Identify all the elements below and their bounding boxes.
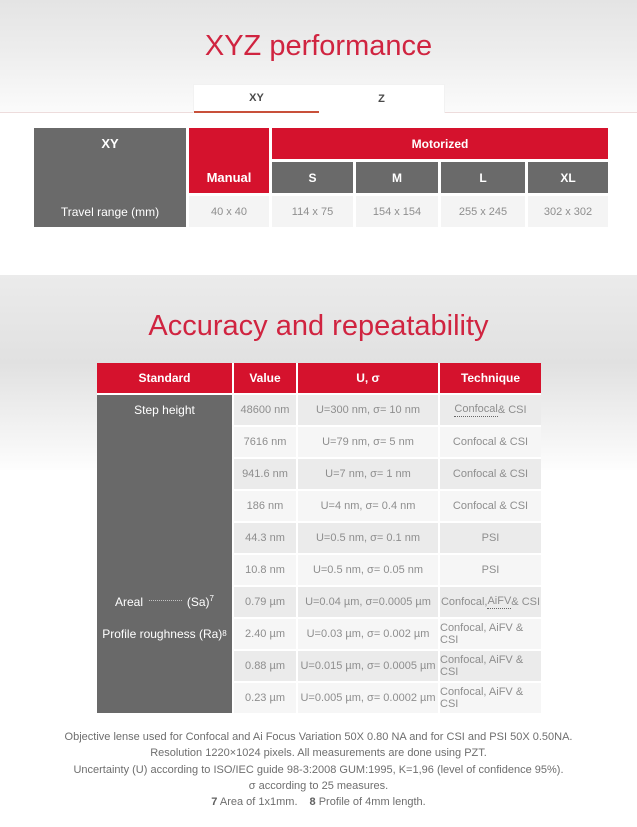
travel-range-l-value: 255 x 245 xyxy=(441,196,525,227)
header-u-sigma: U, σ xyxy=(298,363,438,393)
size-column-m: M xyxy=(356,162,438,193)
standard-column-block xyxy=(97,395,232,713)
technique-cell: Confocal, AiFV & CSI xyxy=(440,651,541,681)
header-value: Value xyxy=(234,363,296,393)
xy-z-tabbar xyxy=(193,84,445,113)
technique-cell: Confocal & CSI xyxy=(440,491,541,521)
footnote-7-marker: 7 xyxy=(209,594,214,603)
value-cell: 48600 nm xyxy=(234,395,296,425)
technique-cell: Confocal, AiFV & CSI xyxy=(440,587,541,617)
value-cell: 10.8 nm xyxy=(234,555,296,585)
travel-range-manual-value: 40 x 40 xyxy=(189,196,269,227)
header-standard: Standard xyxy=(97,363,232,393)
page-title-accuracy-repeatability: Accuracy and repeatability xyxy=(148,310,489,342)
manual-column-header: Manual xyxy=(189,128,269,193)
footnote-objective: Objective lense used for Confocal and Ai Focus Variation 50X 0.80 NA and for CSI and PSI 50X 0.50NA. xyxy=(64,731,573,743)
value-cell: 0.88 µm xyxy=(234,651,296,681)
u-sigma-cell: U=0.5 nm, σ= 0.05 nm xyxy=(298,555,438,585)
u-sigma-cell: U=79 nm, σ= 5 nm xyxy=(298,427,438,457)
confocal-tooltip-term[interactable]: Confocal xyxy=(454,403,498,415)
page-title-xyz-performance: XYZ performance xyxy=(204,30,433,62)
aifv-tooltip-term[interactable]: AiFV xyxy=(487,595,512,607)
value-cell: 2.40 µm xyxy=(234,619,296,649)
size-column-xl: XL xyxy=(528,162,608,193)
u-sigma-cell: U=0.03 µm, σ= 0.002 µm xyxy=(298,619,438,649)
technique-cell: PSI xyxy=(440,523,541,553)
footnote-uncertainty: Uncertainty (U) according to ISO/IEC guide 98-3:2008 GUM:1995, K=1,96 (level of confidence 95%). xyxy=(73,763,564,776)
technique-cell: Confocal & CSI xyxy=(440,395,541,425)
u-sigma-cell: U=0.005 µm, σ= 0.0002 µm xyxy=(298,683,438,713)
footnote-resolution: Resolution 1220×1024 pixels. All measurements are done using PZT. xyxy=(150,747,487,760)
travel-range-row-label: Travel range (mm) xyxy=(60,204,160,219)
u-sigma-cell: U=0.5 nm, σ= 0.1 nm xyxy=(298,523,438,553)
technique-cell: Confocal, AiFV & CSI xyxy=(440,683,541,713)
u-sigma-cell: U=7 nm, σ= 1 nm xyxy=(298,459,438,489)
xy-travel-range-table xyxy=(34,128,608,227)
footnotes-block xyxy=(0,729,637,810)
size-column-l: L xyxy=(441,162,525,193)
areal-tooltip-dotted-gap[interactable] xyxy=(149,600,182,601)
value-cell: 0.79 µm xyxy=(234,587,296,617)
travel-range-m-value: 154 x 154 xyxy=(356,196,438,227)
footnote-sigma: σ according to 25 measures. xyxy=(248,779,389,792)
travel-range-xl-value: 302 x 302 xyxy=(528,196,608,227)
u-sigma-cell: U=300 nm, σ= 10 nm xyxy=(298,395,438,425)
u-sigma-cell: U=0.04 µm, σ=0.0005 µm xyxy=(298,587,438,617)
technique-cell: Confocal & CSI xyxy=(440,427,541,457)
accuracy-repeatability-table xyxy=(97,363,541,713)
technique-cell: Confocal & CSI xyxy=(440,459,541,489)
value-cell: 0.23 µm xyxy=(234,683,296,713)
travel-range-s-value: 114 x 75 xyxy=(272,196,353,227)
tab-xy[interactable]: XY xyxy=(194,85,319,113)
technique-cell: Confocal, AiFV & CSI xyxy=(440,619,541,649)
standard-label-areal-sa: Areal $(Sa)^7$ xyxy=(115,594,214,609)
corner-xy-label: XY xyxy=(101,136,119,151)
value-cell: 44.3 nm xyxy=(234,523,296,553)
technique-cell: PSI xyxy=(440,555,541,585)
motorized-group-header: Motorized xyxy=(272,128,608,159)
u-sigma-cell: U=4 nm, σ= 0.4 nm xyxy=(298,491,438,521)
tab-z[interactable]: Z xyxy=(378,93,385,105)
footnote-markers-7-8: 7 Area of 1x1mm. 8 Profile of 4mm length. xyxy=(211,796,426,809)
value-cell: 186 nm xyxy=(234,491,296,521)
value-cell: 7616 nm xyxy=(234,427,296,457)
standard-label-step-height: Step height xyxy=(134,403,195,417)
standard-label-profile-ra: Profile roughness (Ra) 8 xyxy=(102,627,227,641)
u-sigma-cell: U=0.015 µm, σ= 0.0005 µm xyxy=(298,651,438,681)
table-corner-cell xyxy=(34,128,186,227)
size-column-s: S xyxy=(272,162,353,193)
value-cell: 941.6 nm xyxy=(234,459,296,489)
header-technique: Technique xyxy=(440,363,541,393)
